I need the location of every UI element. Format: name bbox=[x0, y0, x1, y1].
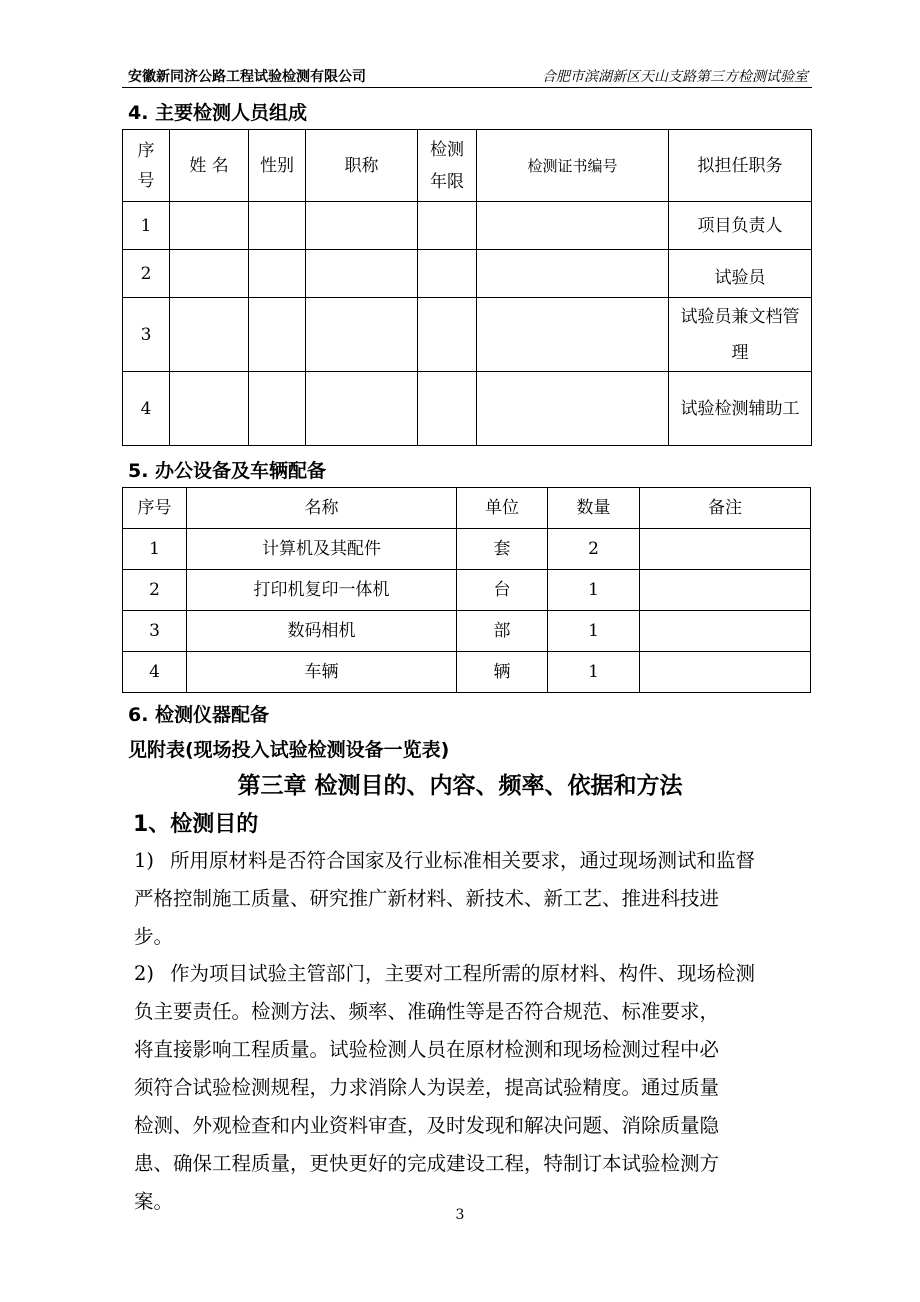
col-header-gender: 性别 bbox=[249, 130, 306, 202]
see-attached-note: 见附表(现场投入试验检测设备一览表) bbox=[128, 739, 450, 761]
row-unit: 台 bbox=[457, 570, 548, 611]
row-no: 4 bbox=[123, 372, 170, 446]
table-row bbox=[123, 202, 812, 250]
row-unit: 套 bbox=[457, 529, 548, 570]
col-header-cert: 检测证书编号 bbox=[477, 130, 669, 202]
page-number: 3 bbox=[455, 1207, 465, 1223]
row-qty: 1 bbox=[548, 652, 640, 693]
col-header-name: 姓 名 bbox=[170, 130, 249, 202]
personnel-table bbox=[122, 129, 812, 446]
col-header-no: 序号 bbox=[123, 488, 187, 529]
paragraph-1 bbox=[134, 842, 814, 956]
row-no: 2 bbox=[123, 570, 187, 611]
table-row bbox=[123, 372, 812, 446]
row-no: 1 bbox=[123, 529, 187, 570]
row-role: 项目负责人 bbox=[669, 202, 812, 250]
row-name: 打印机复印一体机 bbox=[187, 570, 457, 611]
equipment-table bbox=[122, 487, 811, 693]
paragraph-line: 将直接影响工程质量。试验检测人员在原材检测和现场检测过程中必 bbox=[134, 1038, 720, 1061]
col-header-name: 名称 bbox=[187, 488, 457, 529]
paragraph-line: 步。 bbox=[134, 925, 174, 948]
table-row bbox=[123, 529, 811, 570]
col-header-note: 备注 bbox=[640, 488, 811, 529]
personnel-header-row bbox=[123, 130, 812, 202]
row-qty: 2 bbox=[548, 529, 640, 570]
table-row bbox=[123, 298, 812, 372]
col-header-years: 检测年限 bbox=[418, 130, 477, 202]
row-note bbox=[640, 611, 811, 652]
col-header-no: 序号 bbox=[123, 130, 170, 202]
table-row bbox=[123, 652, 811, 693]
row-no: 2 bbox=[123, 250, 170, 298]
row-no: 1 bbox=[123, 202, 170, 250]
row-no: 3 bbox=[123, 611, 187, 652]
row-unit: 辆 bbox=[457, 652, 548, 693]
row-qty: 1 bbox=[548, 570, 640, 611]
paragraph-line: 作为项目试验主管部门，主要对工程所需的原材料、构件、现场检测 bbox=[170, 962, 756, 985]
paragraph-number: 1) bbox=[134, 849, 155, 872]
table-row bbox=[123, 250, 812, 298]
table-row bbox=[123, 570, 811, 611]
header-lab: 合肥市滨湖新区天山支路第三方检测试验室 bbox=[542, 69, 808, 85]
row-unit: 部 bbox=[457, 611, 548, 652]
row-role: 试验员兼文档管理 bbox=[669, 298, 812, 372]
row-note bbox=[640, 529, 811, 570]
row-note bbox=[640, 652, 811, 693]
section5-title: 5. 办公设备及车辆配备 bbox=[128, 460, 327, 482]
paragraph-number: 2) bbox=[134, 962, 155, 985]
row-role: 试验员 bbox=[669, 250, 812, 298]
row-qty: 1 bbox=[548, 611, 640, 652]
table-row bbox=[123, 611, 811, 652]
row-role: 试验检测辅助工 bbox=[669, 372, 812, 446]
paragraph-line: 案。 bbox=[134, 1190, 174, 1213]
paragraph-line: 严格控制施工质量、研究推广新材料、新技术、新工艺、推进科技进 bbox=[134, 887, 720, 910]
row-name: 数码相机 bbox=[187, 611, 457, 652]
header-divider bbox=[122, 87, 812, 88]
chapter-title: 第三章 检测目的、内容、频率、依据和方法 bbox=[237, 773, 683, 799]
section4-title: 4. 主要检测人员组成 bbox=[128, 102, 308, 124]
header-company: 安徽新同济公路工程试验检测有限公司 bbox=[128, 69, 366, 85]
row-no: 3 bbox=[123, 298, 170, 372]
row-name: 计算机及其配件 bbox=[187, 529, 457, 570]
equipment-header-row bbox=[123, 488, 811, 529]
paragraph-line: 患、确保工程质量，更快更好的完成建设工程，特制订本试验检测方 bbox=[134, 1152, 720, 1175]
col-header-title: 职称 bbox=[306, 130, 418, 202]
col-header-qty: 数量 bbox=[548, 488, 640, 529]
heading-purpose: 1、检测目的 bbox=[133, 812, 259, 837]
paragraph-2 bbox=[134, 955, 814, 1221]
col-header-unit: 单位 bbox=[457, 488, 548, 529]
col-header-role: 拟担任职务 bbox=[669, 130, 812, 202]
section6-title: 6. 检测仪器配备 bbox=[128, 704, 270, 726]
paragraph-line: 所用原材料是否符合国家及行业标准相关要求，通过现场测试和监督 bbox=[170, 849, 756, 872]
paragraph-line: 负主要责任。检测方法、频率、准确性等是否符合规范、标准要求， bbox=[134, 1000, 720, 1023]
row-no: 4 bbox=[123, 652, 187, 693]
row-note bbox=[640, 570, 811, 611]
paragraph-line: 检测、外观检查和内业资料审查，及时发现和解决问题、消除质量隐 bbox=[134, 1114, 720, 1137]
row-name: 车辆 bbox=[187, 652, 457, 693]
paragraph-line: 须符合试验检测规程，力求消除人为误差，提高试验精度。通过质量 bbox=[134, 1076, 720, 1099]
